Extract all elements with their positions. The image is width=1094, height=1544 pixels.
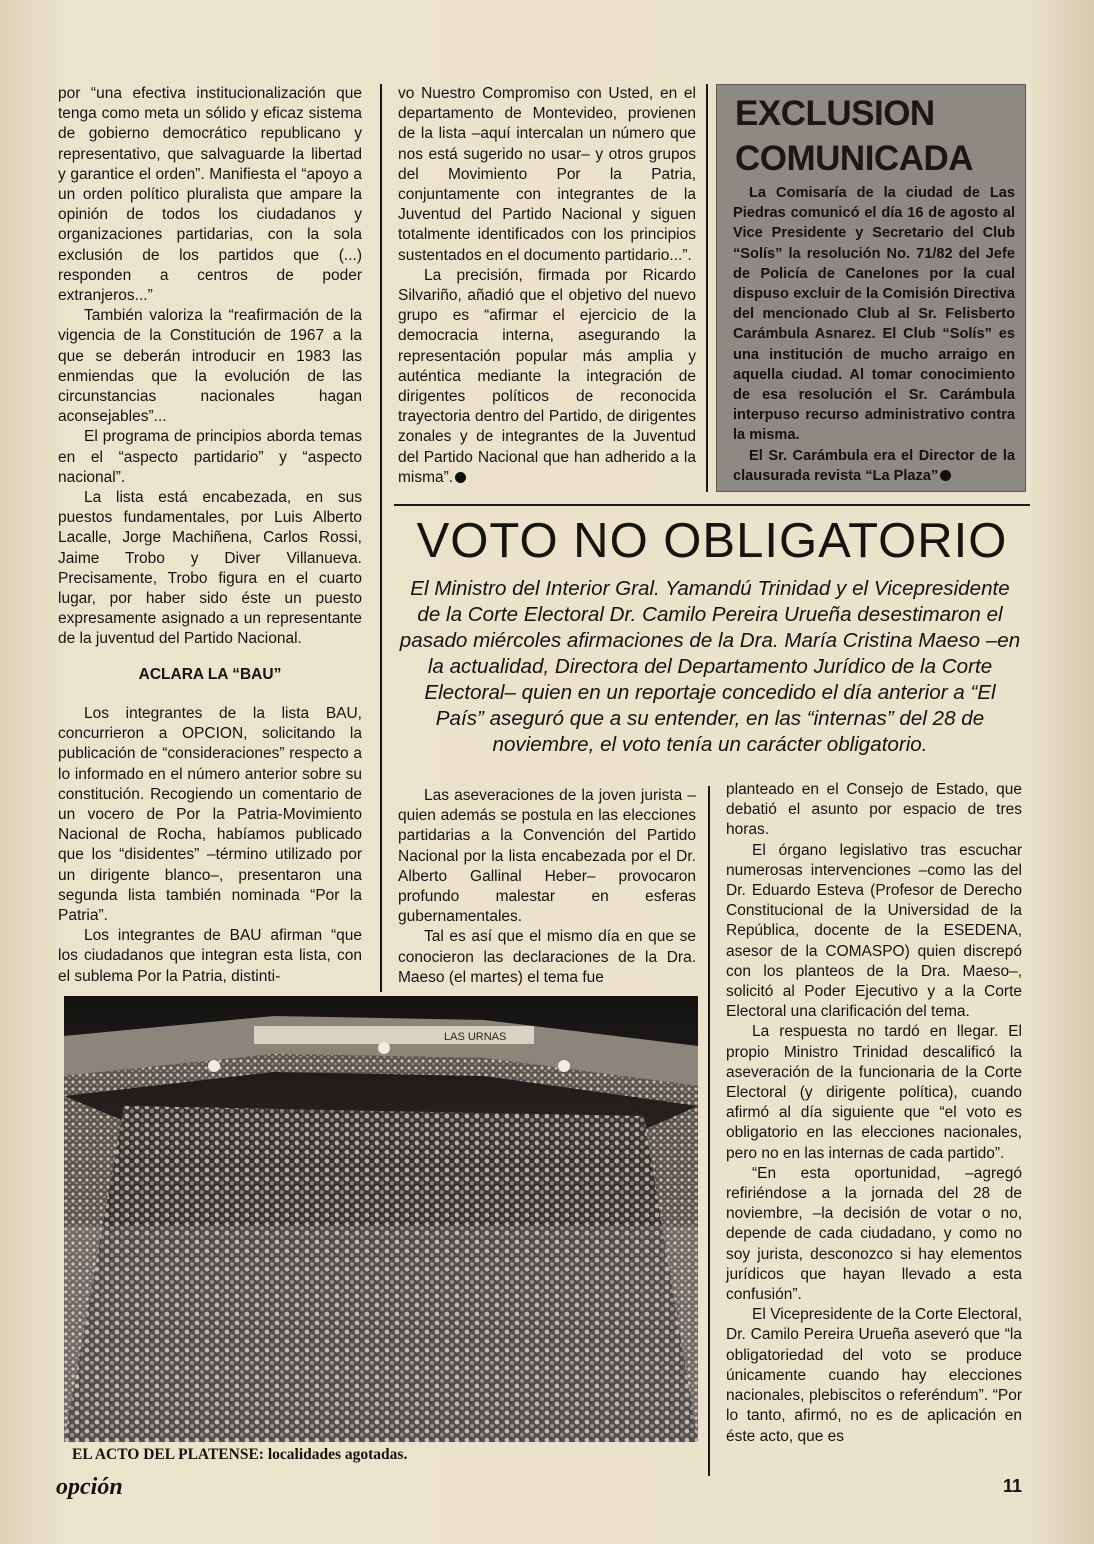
paragraph: La Comisaría de la ciudad de Las Piedras comunicó el día 16 de agosto al Vice Presidente y Secretario del Club “Solís” la resolución No. 71/82 del Jefe de Policía de Canelones por la cual dispuso excluir de la Comisión Directiva del mencionado Club al Sr. Felisberto Carámbula Asnarez. El Club “Solís” es una institución de mucho arraigo en aquella ciudad. Al tomar conocimiento de esa resolución el Sr. Carámbula interpuso recurso administrativo contra la misma. xyxy=(733,185,1015,444)
paragraph: planteado en el Consejo de Estado, que debatió el asunto por espacio de tres horas. xyxy=(726,781,1022,839)
column-divider xyxy=(706,84,708,492)
end-mark-icon xyxy=(455,472,466,483)
crowd-photo xyxy=(64,996,698,1442)
paragraph: También valoriza la “reafirmación de la vigencia de la Constitución de 1967 a la que se deberán introducir en 1983 las enmiendas que la evolución de las circunstancias nacionales hagan aconsejables”... xyxy=(58,307,362,426)
paragraph: por “una efectiva institucionalización que tenga como meta un sólido y eficaz sistema de gobierno democrático republicano y representativo, que salvaguarde la libertad y garantice el orden”. Manifiesta el “apoyo a un orden político pluralista que ampare la opinión de todos los ciudadanos y organizaciones partidarias, con la sola exclusión de los partidos que (...) responden a centros de poder extranjeros...” xyxy=(58,85,362,305)
paragraph: El Vicepresidente de la Corte Electoral, Dr. Camilo Pereira Urueña aseveró que “la obligatoriedad del voto se produce únicamente cuando hay elecciones nacionales, plebiscitos o referéndum”. “Por lo tanto, afirmó, no es de aplicación en éste acto, que es xyxy=(726,1306,1022,1445)
column-2-top xyxy=(398,84,696,488)
paragraph: vo Nuestro Compromiso con Usted, en el departamento de Montevideo, provienen de la lista –aquí intercalan un número que nos está sugerido no usar– y otros grupos del Movimiento Por la Patria, conjuntamente con integrantes de la Juventud del Partido Nacional y siguen totalmente identificados con los principios sustentados en el documento partidario...”. xyxy=(398,85,696,264)
paragraph: Las aseveraciones de la joven jurista –quien además se postula en las elecciones partidarias a la Convención del Partido Nacional por la lista encabezada por el Dr. Alberto Gallinal Heber– provocaron profundo malestar en esferas gubernamentales. xyxy=(398,787,696,926)
column-1-top xyxy=(58,84,362,650)
masthead-logo: opción xyxy=(56,1474,123,1500)
page-number: 11 xyxy=(1003,1476,1023,1496)
paragraph: La precisión, firmada por Ricardo Silvariño, añadió que el objetivo del nuevo grupo es “afirmar el ejercicio de la democracia interna, asegurando la representación popular más amplia y auténtica mediante la integración de dirigentes políticos de reconocida trayectoria dentro del Partido, de dirigentes zonales y de integrantes de la Juventud del Partido Nacional que han adherido a la misma”. xyxy=(398,266,696,486)
sidebar-box-exclusion xyxy=(716,84,1026,492)
article-headline: VOTO NO OBLIGATORIO xyxy=(416,514,1008,568)
paragraph: Los integrantes de BAU afirman “que los ciudadanos que integran esta lista, con el sublema Por la Patria, distinti- xyxy=(58,927,362,985)
sidebar-body xyxy=(733,183,1015,486)
column-1-bottom xyxy=(58,704,362,987)
subhead-aclara-bau: ACLARA LA “BAU” xyxy=(138,666,282,683)
paragraph: La respuesta no tardó en llegar. El propio Ministro Trinidad descalificó la aseveración de la funcionaria de la Corte Electoral (y dirigente política), cuando afirmó al día siguiente que “el voto es obligatorio en las elecciones nacionales, pero no en las internas de cada partido”. xyxy=(726,1023,1022,1162)
paragraph: Tal es así que el mismo día en que se conocieron las declaraciones de la Dra. Maeso (el martes) el tema fue xyxy=(398,928,696,986)
end-mark-icon xyxy=(940,470,951,481)
column-divider xyxy=(380,84,382,992)
paragraph: Los integrantes de la lista BAU, concurrieron a OPCION, solicitando la publicación de “consideraciones” respecto a lo informado en el número anterior sobre su constitución. Recogiendo un comentario de un vocero de Por la Patria-Movimiento Nacional de Rocha, habíamos publicado que los “disidentes” –término utilizado por un dirigente blanco–, presentaron una segunda lista también nominada “Por la Patria”. xyxy=(58,705,362,925)
paragraph: El órgano legislativo tras escuchar numerosas intervenciones –como las del Dr. Eduardo Esteva (Profesor de Derecho Constitucional de la Universidad de la República, docente de la ESEDENA, asesor de la COMASPO) quien discrepó con los planteos de la Dra. Maeso–, solicitó al Poder Ejecutivo y a la Corte Electoral una clarificación del tema. xyxy=(726,841,1022,1021)
paragraph: La lista está encabezada, en sus puestos fundamentales, por Luis Alberto Lacalle, Jorge Machiñena, Carlos Rossi, Jaime Trobo y Diver Villanueva. Precisamente, Trobo figura en el cuarto lugar, por haber sido éste un puesto expresamente asignado a un representante de la juventud del Partido Nacional. xyxy=(58,489,362,648)
photo-banner-text: LAS URNAS xyxy=(444,1031,507,1043)
sidebar-title: EXCLUSION COMUNICADA xyxy=(735,94,974,178)
section-rule xyxy=(394,504,1030,506)
photo-caption: EL ACTO DEL PLATENSE: localidades agotadas. xyxy=(72,1446,408,1463)
paragraph: El Sr. Carámbula era el Director de la clausurada revista “La Plaza” xyxy=(733,447,1015,484)
article-lead: El Ministro del Interior Gral. Yamandú Trinidad y el Vicepresidente de la Corte Electoral Dr. Camilo Pereira Urueña desestimaron el pasado miércoles afirmaciones de la Dra. María Cristina Maeso –en la actualidad, Directora del Departamento Jurídico de la Corte Electoral– quien en un reportaje concedido el día anterior a “El País” aseguró que a su entender, en las “internas” del 28 de noviembre, el voto tenía un carácter obligatorio. xyxy=(399,577,1021,756)
article-column-a xyxy=(398,786,696,988)
paragraph: “En esta oportunidad, –agregó refiriéndose a la jornada del 28 de noviembre, –la decisión de votar o no, depende de cada ciudadano, y como no soy jurista, desconozco si hay elementos jurídicos que hayan llevado a esta confusión”. xyxy=(726,1164,1022,1304)
article-column-b xyxy=(726,780,1022,1447)
crowd-photo-illustration xyxy=(64,996,698,1442)
paragraph: El programa de principios aborda temas en el “aspecto partidario” y “aspecto nacional”. xyxy=(58,428,362,486)
column-divider xyxy=(708,786,710,1476)
